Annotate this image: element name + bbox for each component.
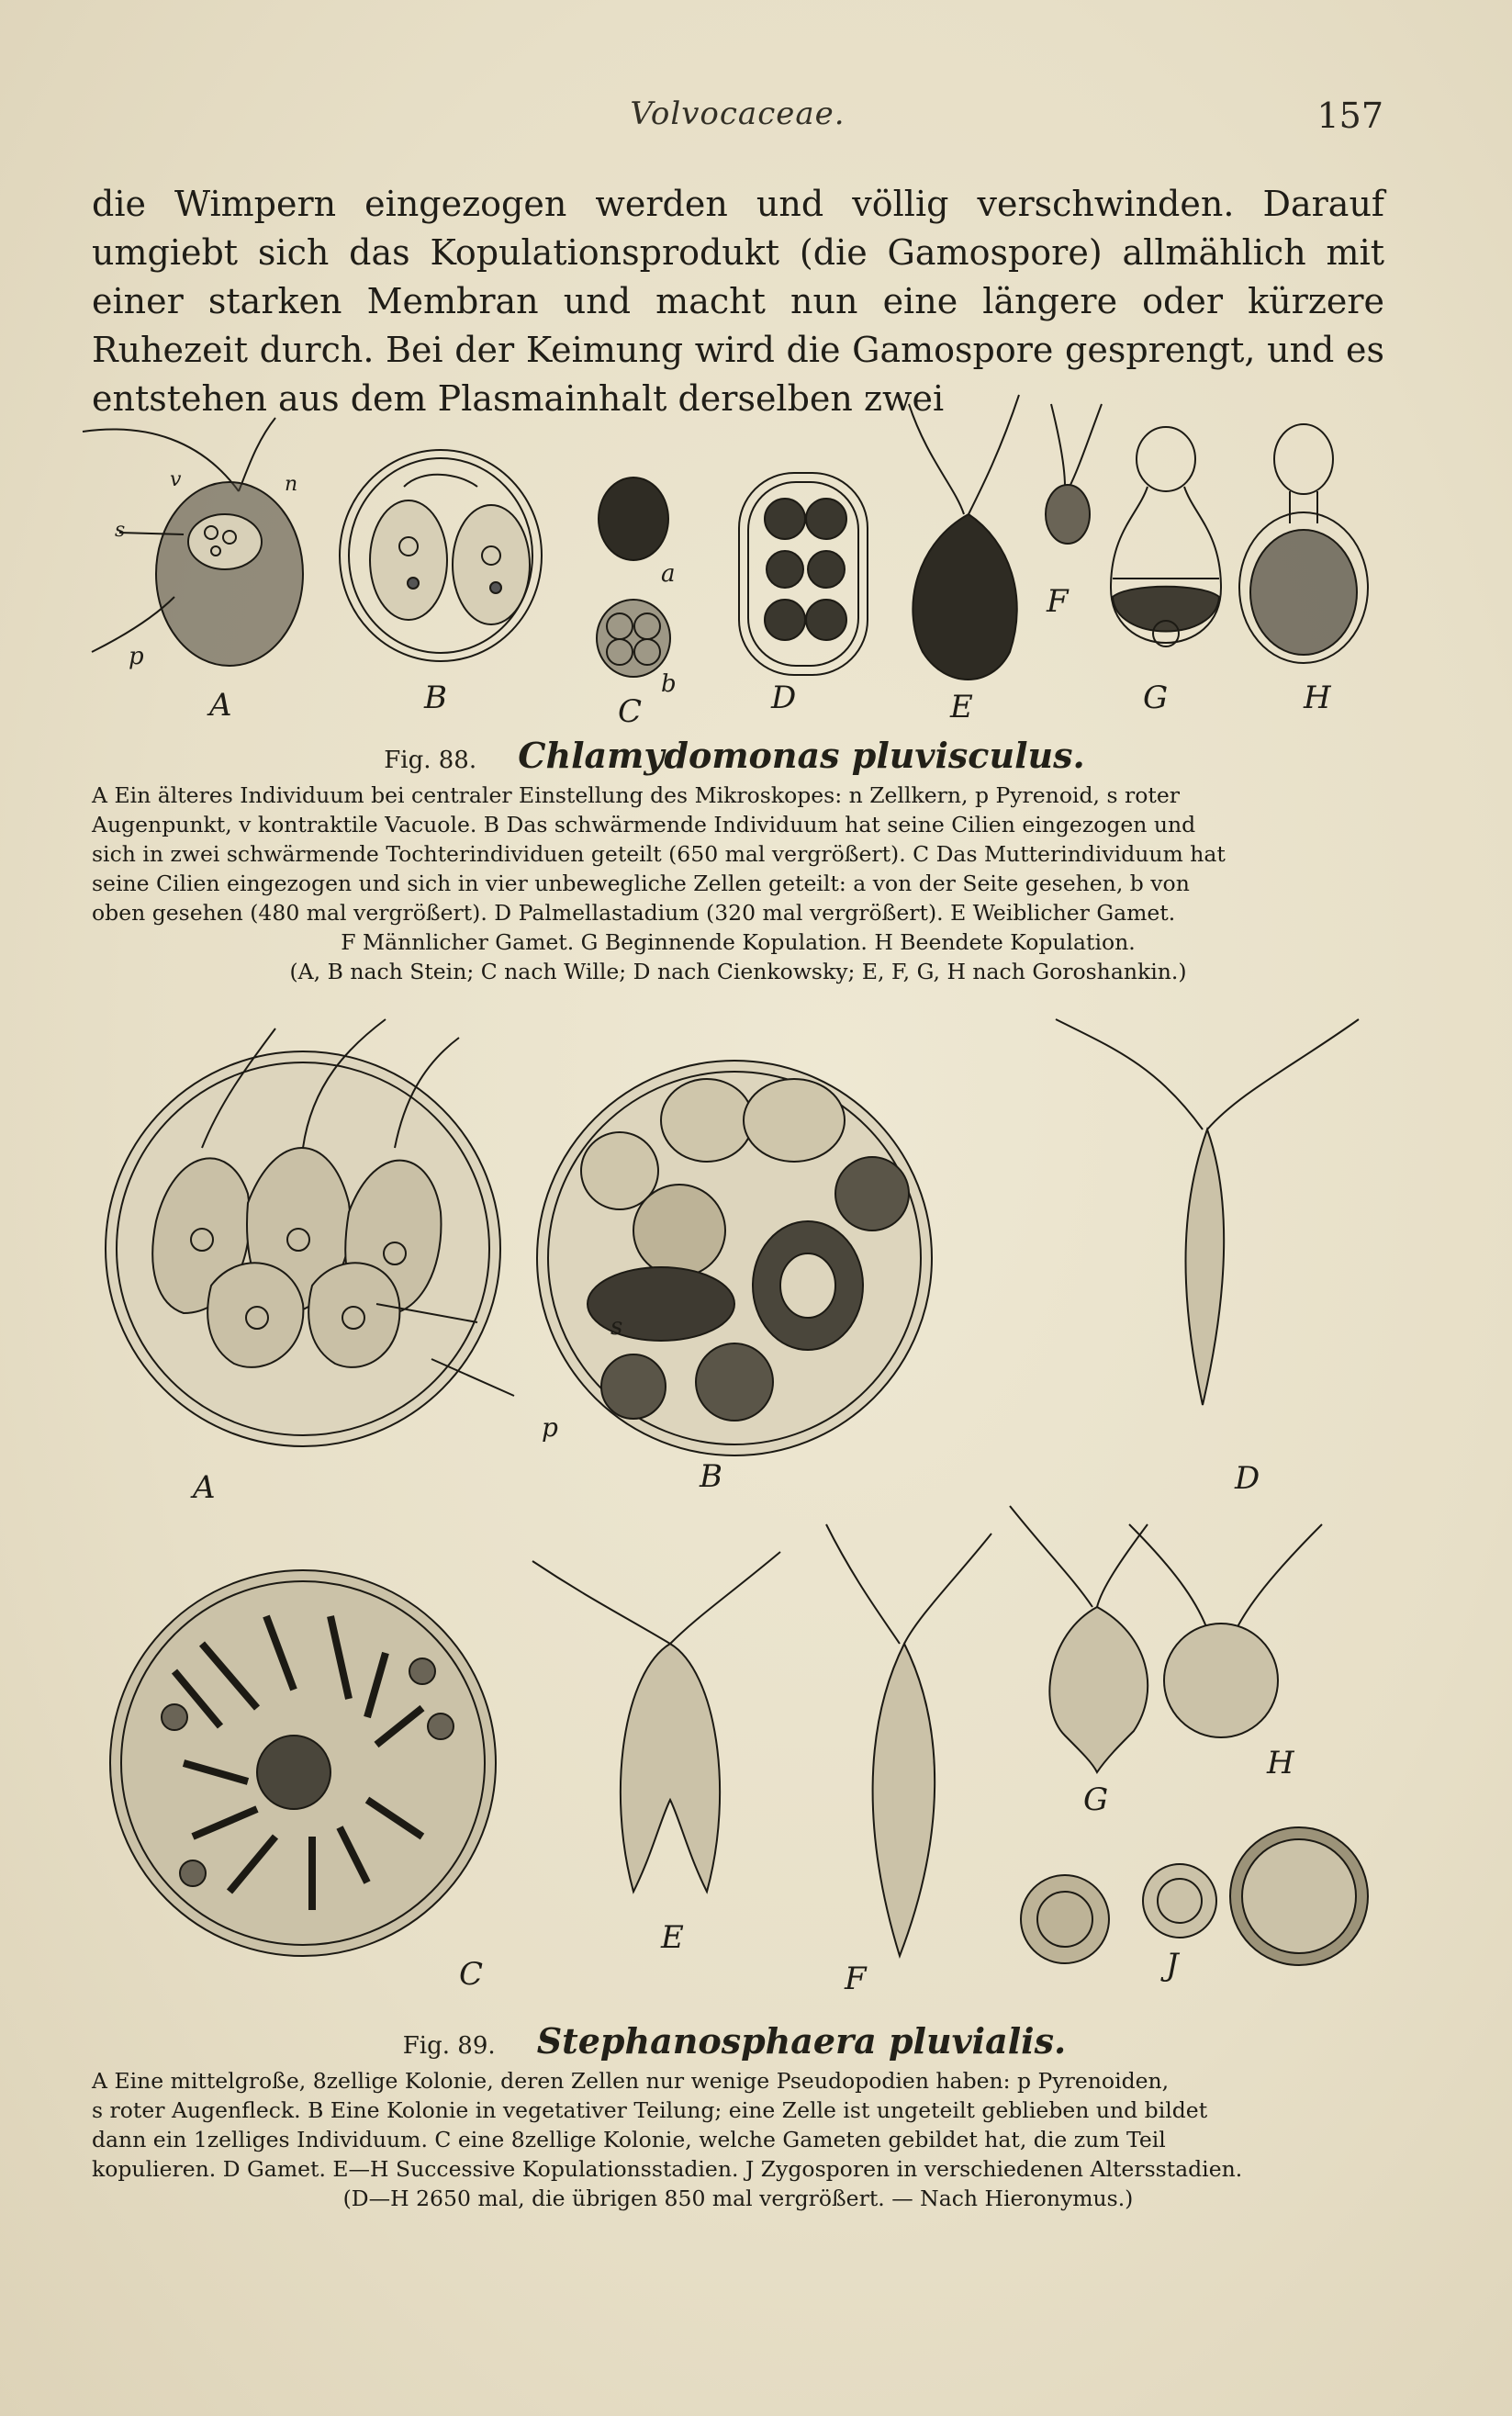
fig88-gamete-F: [1046, 404, 1102, 544]
fig88-caption-line: A Ein älteres Individuum bei centraler Einstellung des Mikroskopes: n Zellkern, p Pyrenoid, s roter: [92, 782, 1180, 808]
fig88-label-F: F: [1047, 583, 1069, 620]
fig89-label-E: E: [661, 1919, 684, 1956]
fig88-title: [92, 735, 1377, 776]
fig89-caption: [92, 2066, 1384, 2213]
fig89-caption-line: s roter Augenfleck. B Eine Kolonie in vegetativer Teilung; eine Zelle ist ungeteilt geblieben und bildet: [92, 2097, 1208, 2123]
fig88-caption-line: (A, B nach Stein; C nach Wille; D nach Cienkowsky; E, F, G, H nach Goroshankin.): [289, 959, 1187, 984]
fig88-caption-line: oben gesehen (480 mal vergrößert). D Palmellastadium (320 mal vergrößert). E Weiblicher Gamet.: [92, 900, 1176, 926]
fig88-label-D: D: [771, 680, 797, 716]
fig88-label-C: C: [618, 693, 643, 730]
fig89-colony-C: [110, 1570, 496, 1956]
fig88-label-E: E: [950, 689, 973, 725]
fig89-caption-line: kopulieren. D Gamet. E—H Successive Kopulationsstadien. J Zygosporen in verschiedenen Altersstadien.: [92, 2156, 1243, 2182]
fig89-label-C: C: [459, 1956, 484, 1993]
fig89-gamete-D: [1056, 1019, 1359, 1405]
fig89-species: Stephanosphaera pluvialis.: [536, 2020, 1067, 2062]
fig89-title: [92, 2020, 1377, 2062]
fig88-cell-A: [83, 418, 303, 666]
fig89-caption-line: A Eine mittelgroße, 8zellige Kolonie, deren Zellen nur wenige Pseudopodien haben: p Pyrenoiden,: [92, 2068, 1170, 2094]
fig88-label-p: p: [129, 643, 144, 670]
fig88-caption: [92, 781, 1384, 986]
fig89-label-J: J: [1166, 1947, 1179, 1983]
fig89-colony-B: [537, 1061, 932, 1455]
fig89-colony-A: [106, 1019, 514, 1446]
fig88-label-A: A: [209, 687, 232, 724]
fig89-copulation-E: [532, 1552, 780, 1892]
figure-89-illustration: [73, 1010, 1432, 2002]
figure-88-illustration: [73, 386, 1432, 735]
fig88-copulation-G: [1111, 427, 1221, 646]
fig89-number: Fig. 89.: [402, 2032, 496, 2060]
fig88-cell-D: [739, 473, 868, 675]
fig88-species: Chlamydomonas pluvisculus.: [518, 735, 1085, 776]
fig88-number: Fig. 88.: [384, 747, 477, 774]
fig88-label-b: b: [661, 670, 677, 698]
fig88-label-v: v: [170, 468, 182, 491]
fig88-label-n: n: [285, 473, 298, 496]
fig88-copulation-H: [1239, 424, 1368, 663]
fig88-label-s: s: [115, 519, 126, 542]
fig88-caption-line: sich in zwei schwärmende Tochterindividuen geteilt (650 mal vergrößert). C Das Mutterindividuum hat: [92, 841, 1226, 867]
fig88-gamete-E: [909, 395, 1019, 680]
fig89-caption-line: dann ein 1zelliges Individuum. C eine 8zellige Kolonie, welche Gameten gebildet hat, die zum Teil: [92, 2127, 1166, 2152]
fig88-label-H: H: [1304, 680, 1331, 716]
fig88-caption-line: Augenpunkt, v kontraktile Vacuole. B Das schwärmende Individuum hat seine Cilien eingezogen und: [92, 812, 1196, 837]
fig88-label-B: B: [424, 680, 447, 716]
fig89-label-H: H: [1267, 1745, 1294, 1781]
fig88-cell-C: [597, 478, 670, 677]
fig88-label-a: a: [661, 560, 676, 588]
fig89-label-p: p: [542, 1412, 558, 1443]
fig88-label-G: G: [1143, 680, 1169, 716]
fig88-caption-line: F Männlicher Gamet. G Beginnende Kopulation. H Beendete Kopulation.: [341, 929, 1136, 955]
fig89-label-B: B: [700, 1458, 722, 1495]
fig89-zygospores-J: [1021, 1827, 1368, 1965]
running-header: [92, 96, 1383, 141]
fig89-copulation-F: [826, 1524, 991, 1956]
fig88-cell-B: [340, 450, 542, 661]
fig89-label-D: D: [1235, 1460, 1260, 1497]
fig88-caption-line: seine Cilien eingezogen und sich in vier unbewegliche Zellen geteilt: a von der Seite gesehen, b von: [92, 871, 1190, 896]
fig89-label-F: F: [845, 1961, 867, 1997]
fig89-caption-line: (D—H 2650 mal, die übrigen 850 mal vergrößert. — Nach Hieronymus.): [342, 2186, 1134, 2211]
page-number: 157: [1316, 96, 1383, 136]
fig89-copulation-H: [1129, 1524, 1322, 1737]
fig89-label-A: A: [193, 1469, 216, 1506]
fig89-copulation-G: [1010, 1506, 1148, 1772]
body-paragraph: die Wimpern eingezogen werden und völlig verschwinden. Darauf umgiebt sich das Kopulationsprodukt (die Gamospore) allmählich mit einer starken Membran und macht nun eine längere oder kürzere Ruhezeit durch. Bei der Keimung wird die Gamospore gesprengt, und es entstehen aus dem Plasmainhalt derselben zwei: [92, 184, 1384, 419]
fig89-label-G: G: [1083, 1781, 1109, 1818]
running-title: Volvocaceae.: [630, 96, 846, 132]
fig89-label-s: s: [610, 1313, 623, 1341]
